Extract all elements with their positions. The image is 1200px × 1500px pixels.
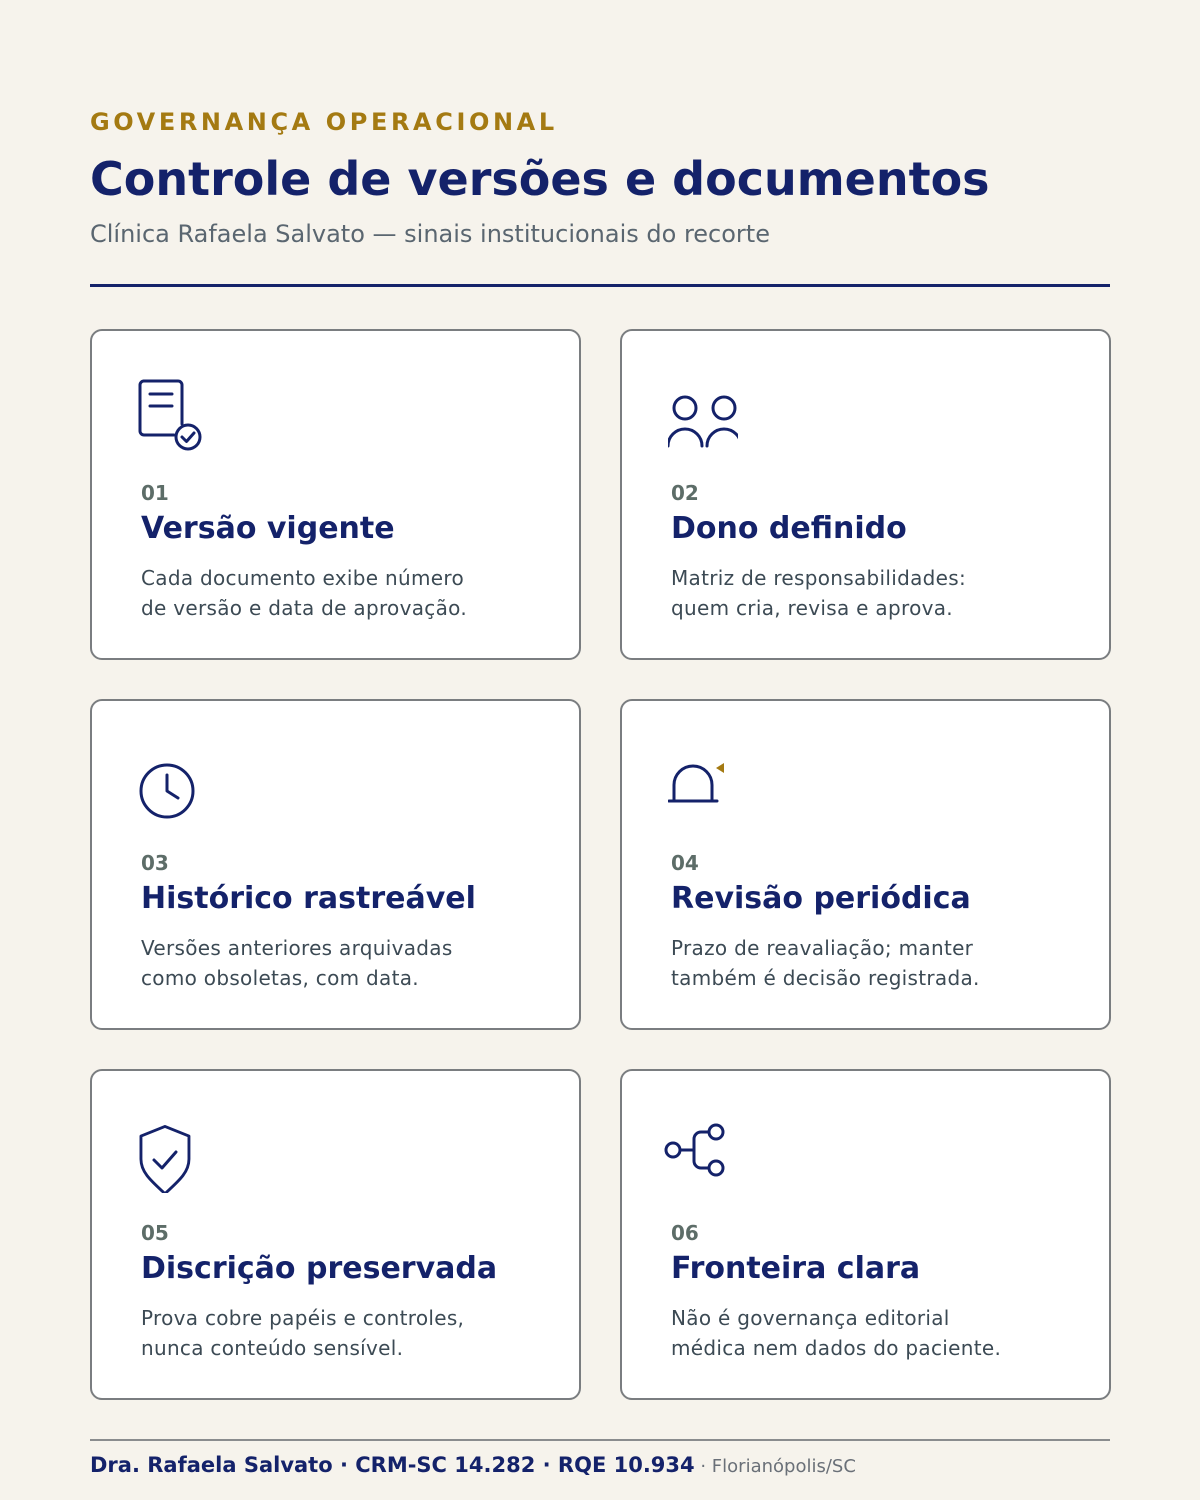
- card-number: 06: [671, 1221, 699, 1245]
- card-description: Não é governança editorial médica nem dados do paciente.: [671, 1306, 1002, 1360]
- card-number: 05: [141, 1221, 169, 1245]
- people-icon: [668, 377, 738, 453]
- footer-divider: [90, 1439, 1110, 1441]
- card-title: Versão vigente: [141, 511, 395, 546]
- card-title: Revisão periódica: [671, 881, 971, 916]
- card-revisao-periodica: [620, 699, 1111, 1030]
- card-versao-vigente: [90, 329, 581, 660]
- header-divider: [90, 284, 1110, 287]
- card-title: Discrição preservada: [141, 1251, 498, 1286]
- card-description: Cada documento exibe número de versão e data de aprovação.: [141, 566, 467, 620]
- card-description: Matriz de responsabilidades: quem cria, revisa e aprova.: [671, 566, 967, 620]
- card-description: Prova cobre papéis e controles, nunca conteúdo sensível.: [141, 1306, 465, 1360]
- page-subtitle: Clínica Rafaela Salvato — sinais institucionais do recorte: [90, 220, 770, 248]
- footer-credentials: Dra. Rafaela Salvato · CRM-SC 14.282 · RQE 10.934: [90, 1453, 695, 1477]
- card-title: Fronteira clara: [671, 1251, 921, 1286]
- card-number: 01: [141, 481, 169, 505]
- card-historico-rastreavel: [90, 699, 581, 1030]
- clock-icon: [138, 747, 208, 823]
- card-title: Histórico rastreável: [141, 881, 476, 916]
- footer: [90, 1453, 856, 1477]
- card-title: Dono definido: [671, 511, 907, 546]
- bell-icon: [668, 747, 738, 823]
- card-discricao-preservada: [90, 1069, 581, 1400]
- card-dono-definido: [620, 329, 1111, 660]
- card-number: 04: [671, 851, 699, 875]
- document-check-icon: [138, 377, 208, 453]
- card-number: 02: [671, 481, 699, 505]
- card-description: Prazo de reavaliação; manter também é decisão registrada.: [671, 936, 980, 990]
- page-title: Controle de versões e documentos: [90, 152, 990, 206]
- card-description: Versões anteriores arquivadas como obsoletas, com data.: [141, 936, 453, 990]
- card-fronteira-clara: [620, 1069, 1111, 1400]
- footer-location: · Florianópolis/SC: [694, 1456, 856, 1477]
- shield-check-icon: [138, 1117, 208, 1193]
- eyebrow-label: GOVERNANÇA OPERACIONAL: [90, 108, 558, 136]
- branch-icon: [664, 1117, 734, 1193]
- card-number: 03: [141, 851, 169, 875]
